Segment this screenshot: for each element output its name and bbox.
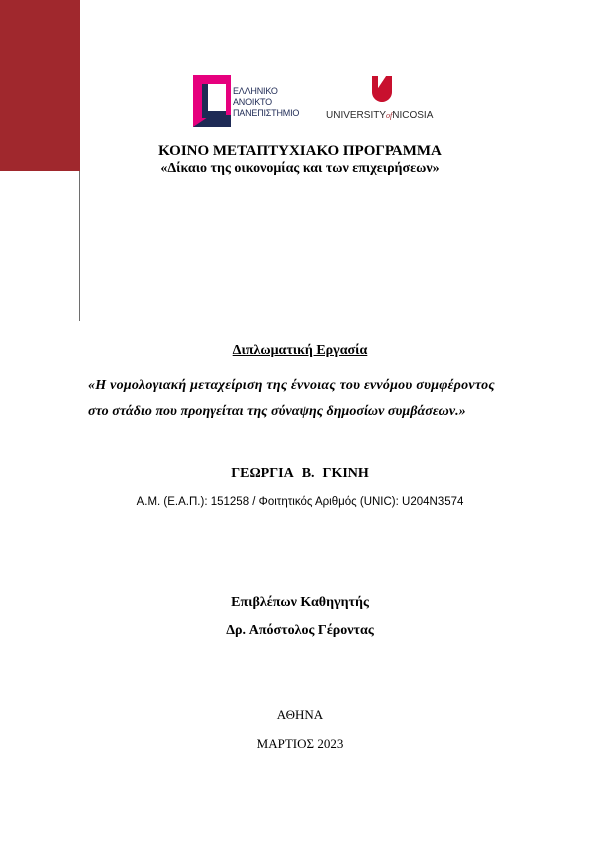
unic-of: of [386, 111, 393, 120]
thesis-title-line-1: «Η νομολογιακή μεταχείριση της έννοιας του εννόμου συμφέροντος [88, 378, 495, 393]
decorative-side-line [79, 171, 80, 321]
program-title: ΚΟΙΝΟ ΜΕΤΑΠΤΥΧΙΑΚΟ ΠΡΟΓΡΑΜΜΑ [158, 143, 442, 159]
hou-logo-text [233, 86, 299, 119]
university-of-nicosia-logo [326, 74, 446, 128]
author-first-name: ΓΕΩΡΓΙΑ [231, 466, 294, 481]
author-name [0, 466, 600, 482]
unic-nicosia: NICOSIA [392, 110, 434, 121]
supervisor-label: Επιβλέπων Καθηγητής [231, 595, 369, 610]
hellenic-open-university-logo [193, 75, 303, 129]
author-last-name: ΓΚΙΝΗ [322, 466, 369, 481]
author-middle-initial: Β. [301, 466, 315, 481]
hou-line-1: ΕΛΛΗΝΙΚΟ [233, 86, 278, 96]
supervisor-name: Δρ. Απόστολος Γέροντας [226, 623, 374, 638]
city: ΑΘΗΝΑ [276, 707, 324, 722]
date: ΜΑΡΤΙΟΣ 2023 [256, 736, 344, 751]
hou-line-3: ΠΑΝΕΠΙΣΤΗΜΙΟ [233, 108, 300, 118]
unic-logo-text [326, 110, 446, 121]
hou-line-2: ΑΝΟΙΚΤΟ [233, 97, 272, 107]
student-ids: Α.Μ. (Ε.Α.Π.): 151258 / Φοιτητικός Αριθμός (UNIC): U204N3574 [136, 496, 464, 508]
thesis-label: Διπλωματική Εργασία [232, 343, 368, 358]
hou-logo-icon [193, 75, 231, 127]
unic-university: UNIVERSITY [326, 110, 387, 121]
program-subtitle: «Δίκαιο της οικονομίας και των επιχειρήσεων» [160, 161, 440, 176]
thesis-title-line-2: στο στάδιο που προηγείται της σύναψης δημοσίων συμβάσεων.» [88, 404, 466, 419]
unic-shield-icon [372, 76, 392, 102]
